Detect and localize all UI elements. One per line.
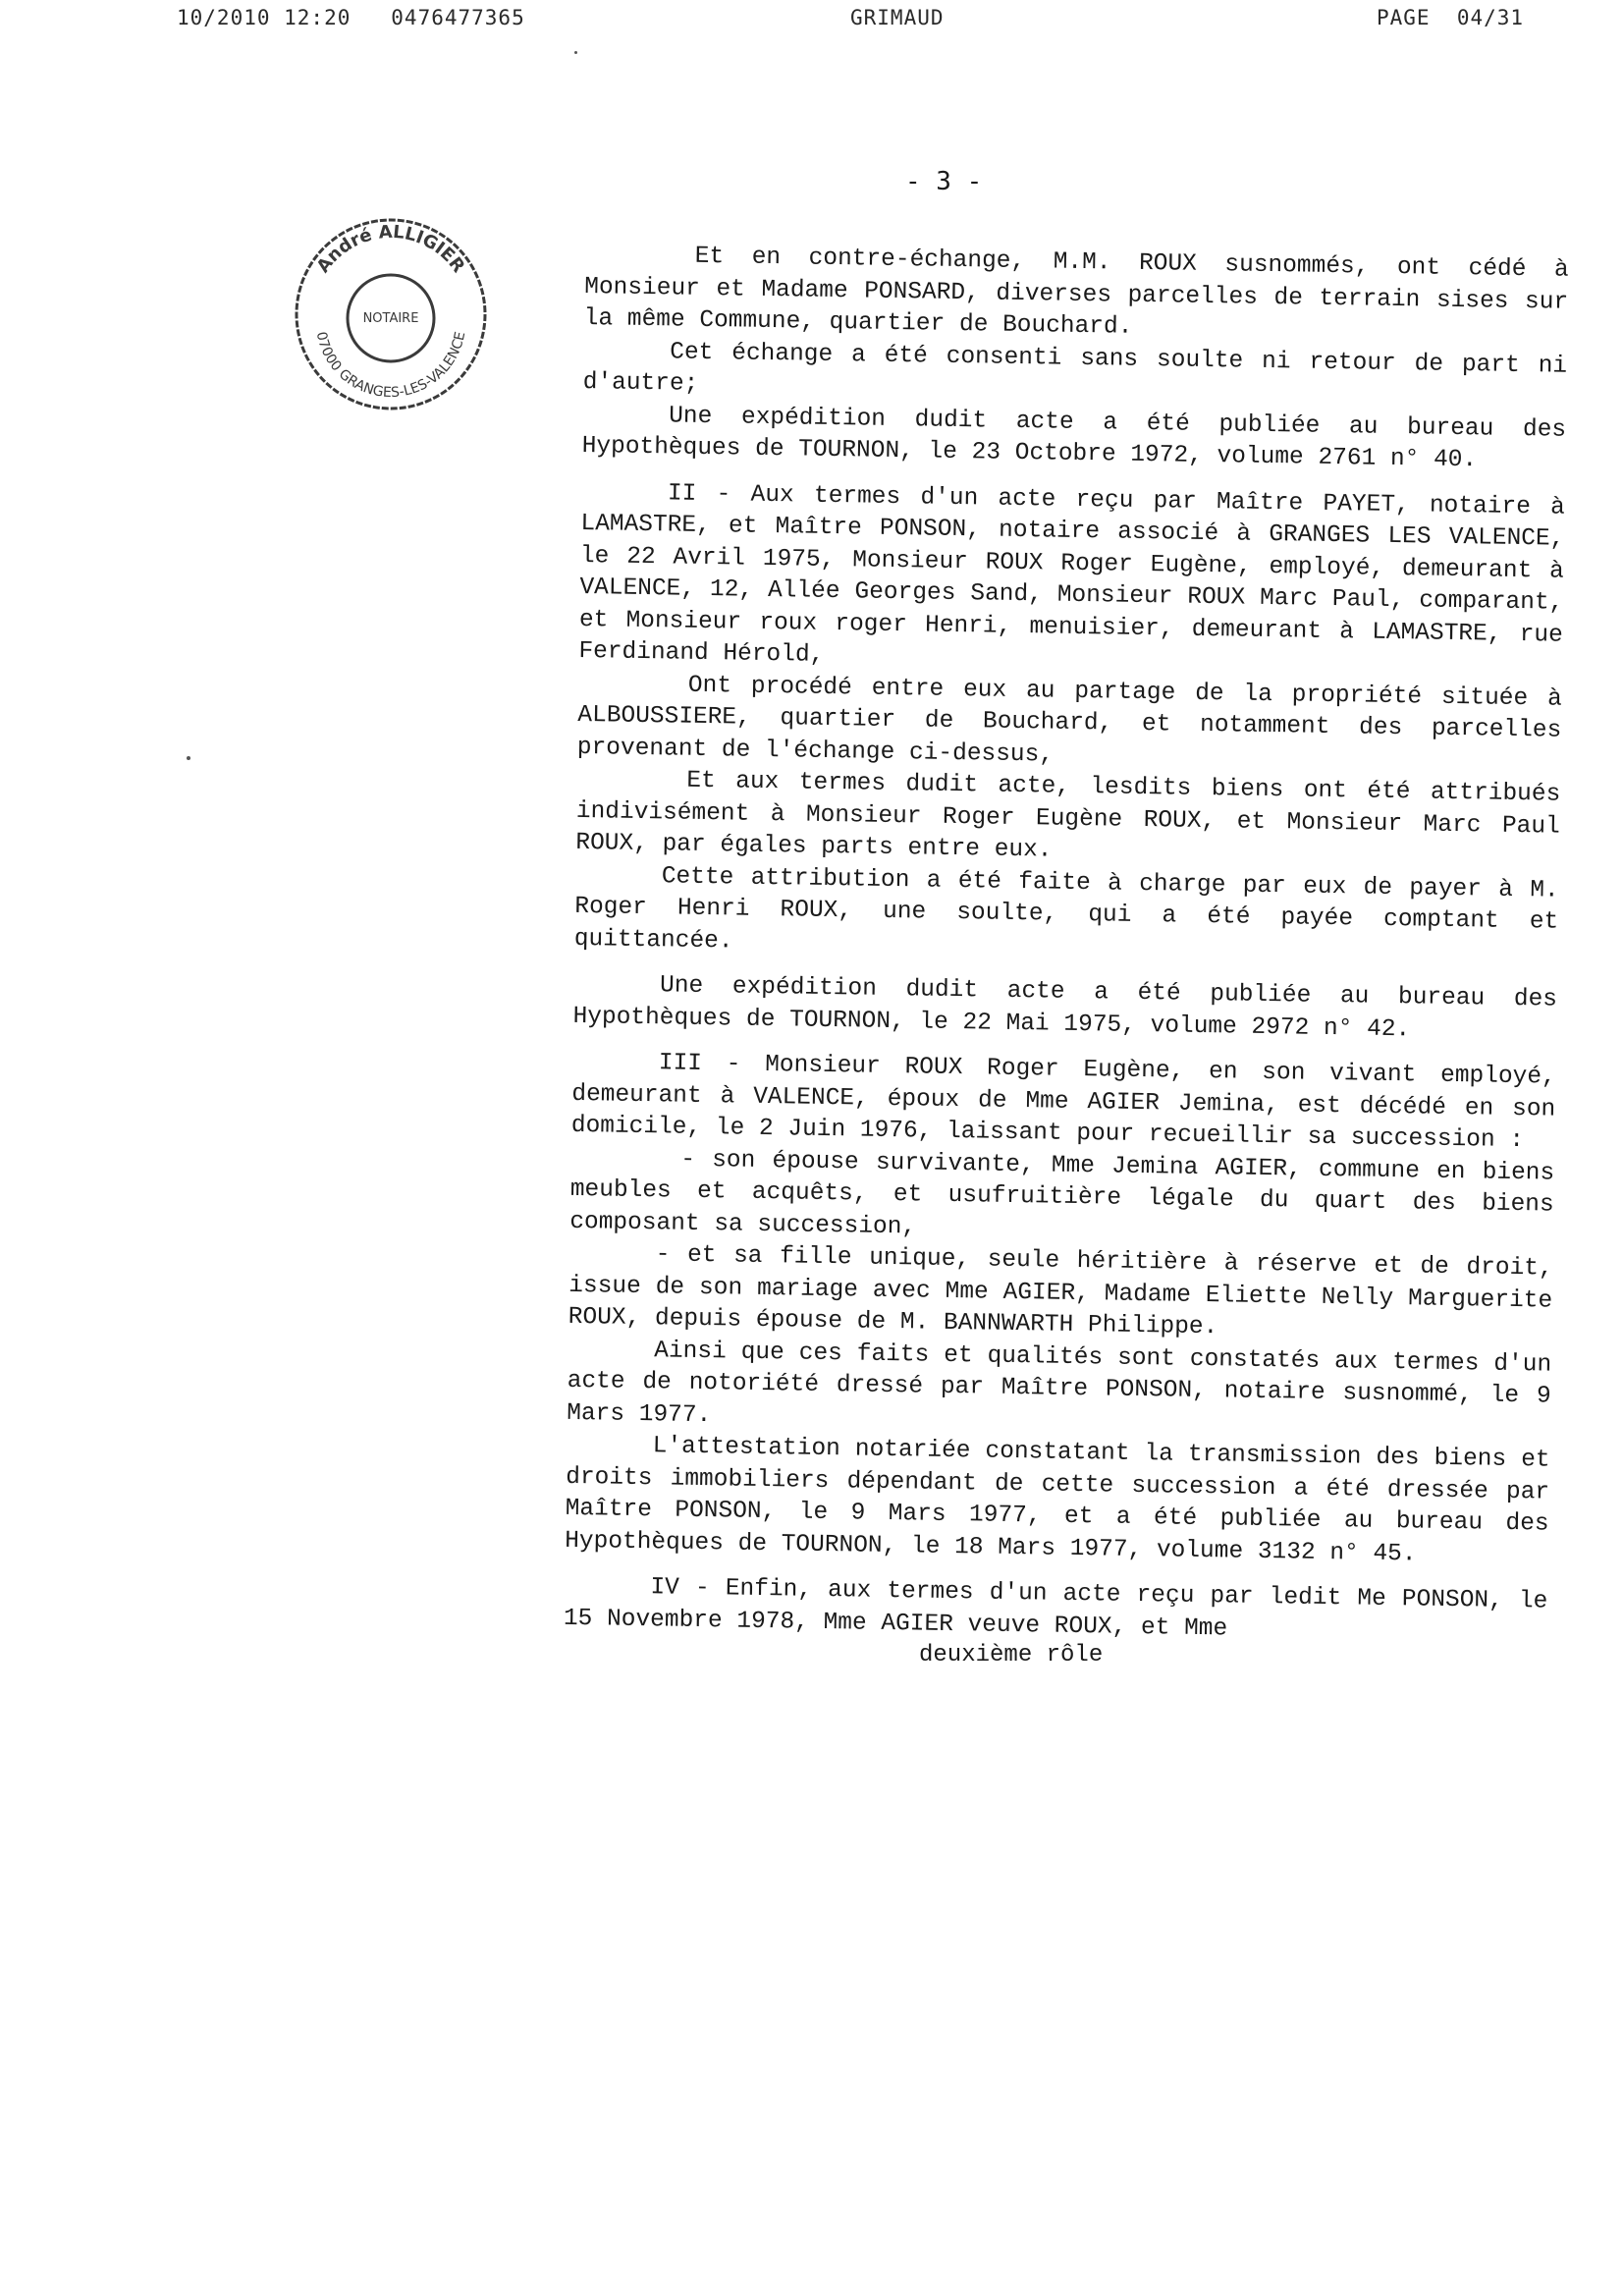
- paragraph: Cet échange a été consenti sans soulte ni retour de part ni d'autre;: [582, 338, 1568, 398]
- scan-speck: [574, 51, 577, 54]
- paragraph: Et aux termes dudit acte, lesdits biens ont été attribués indivisément à Monsieur Roger Eugène ROUX, et Monsieur Marc Paul ROUX, par égales parts entre eux.: [575, 767, 1561, 864]
- stamp-center-text: NOTAIRE: [362, 311, 419, 326]
- footer-role-label: deuxième rôle: [919, 1642, 1104, 1668]
- paragraph: Ont procédé entre eux au partage de la propriété située à ALBOUSSIERE, quartier de Bouchard, et notamment des parcelles provenant de l'échange ci-dessus,: [576, 672, 1562, 769]
- paragraph: IV - Enfin, aux termes d'un acte reçu par ledit Me PONSON, le 15 Novembre 1978, Mme AGIER veuve ROUX, et Mme: [563, 1574, 1548, 1642]
- paragraph: Une expédition dudit acte a été publiée au bureau des Hypothèques de TOURNON, le 23 Octobre 1972, volume 2761 n° 40.: [581, 402, 1567, 474]
- fax-header-sender: GRIMAUD: [850, 6, 945, 29]
- paragraph: II - Aux termes d'un acte reçu par Maître PAYET, notaire à LAMASTRE, et Maître PONSON, notaire associé à GRANGES LES VALENCE, le 22 Avril 1975, Monsieur ROUX Roger Eugène, employé, demeurant à VALENCE, 12, Allée Georges Sand, Monsieur ROUX Marc Paul, comparant, et Monsieur roux roger Henri, menuisier, demeurant à LAMASTRE, rue Ferdinand Hérold,: [578, 479, 1566, 669]
- paragraph: - et sa fille unique, seule héritière à réserve et de droit, issue de son mariage avec Mme AGIER, Madame Eliette Nelly Marguerite ROUX, depuis épouse de M. BANNWARTH Philippe.: [568, 1241, 1553, 1341]
- svg-text:André ALLIGIER: [313, 222, 469, 277]
- page-number: - 3 -: [905, 167, 983, 196]
- paragraph: Une expédition dudit acte a été publiée au bureau des Hypothèques de TOURNON, le 22 Mai 1975, volume 2972 n° 42.: [572, 972, 1558, 1043]
- fax-header-left: 10/2010 12:20 0476477365: [177, 6, 525, 29]
- paragraph: - son épouse survivante, Mme Jemina AGIER, commune en biens meubles et acquêts, et usufruitière légale du quart des biens composant sa succession,: [569, 1146, 1555, 1240]
- paragraph: Ainsi que ces faits et qualités sont constatés aux termes d'un acte de notoriété dressé par Maître PONSON, notaire susnommé, le 9 Mars 1977.: [567, 1337, 1552, 1429]
- stamp-bottom-text: 07000 GRANGES-LES-VALENCE: [312, 330, 469, 402]
- paragraph: Et en contre-échange, M.M. ROUX susnommés, ont cédé à Monsieur et Madame PONSARD, diverses parcelles de terrain sises sur la même Commune, quartier de Bouchard.: [583, 243, 1569, 341]
- notary-stamp: [293, 216, 489, 412]
- paragraph: III - Monsieur ROUX Roger Eugène, en son vivant employé, demeurant à VALENCE, époux de Mme AGIER Jemina, est décédé en son domicile, le 2 Juin 1976, laissant pour recueillir sa succession :: [570, 1050, 1556, 1155]
- paragraph: L'attestation notariée constatant la transmission des biens et droits immobiliers dépendant de cette succession a été dressée par Maître PONSON, le 9 Mars 1977, et a été publiée au bureau des Hypothèques de TOURNON, le 18 Mars 1977, volume 3132 n° 45.: [564, 1433, 1550, 1567]
- scan-speck: [187, 756, 190, 760]
- document-body: [564, 240, 1569, 1651]
- paragraph: Cette attribution a été faite à charge par eux de payer à M. Roger Henri ROUX, une soulte, qui a été payée comptant et quittancée.: [573, 862, 1559, 955]
- stamp-top-text: André ALLIGIER: [312, 221, 469, 277]
- fax-header-page: PAGE 04/31: [1377, 6, 1525, 29]
